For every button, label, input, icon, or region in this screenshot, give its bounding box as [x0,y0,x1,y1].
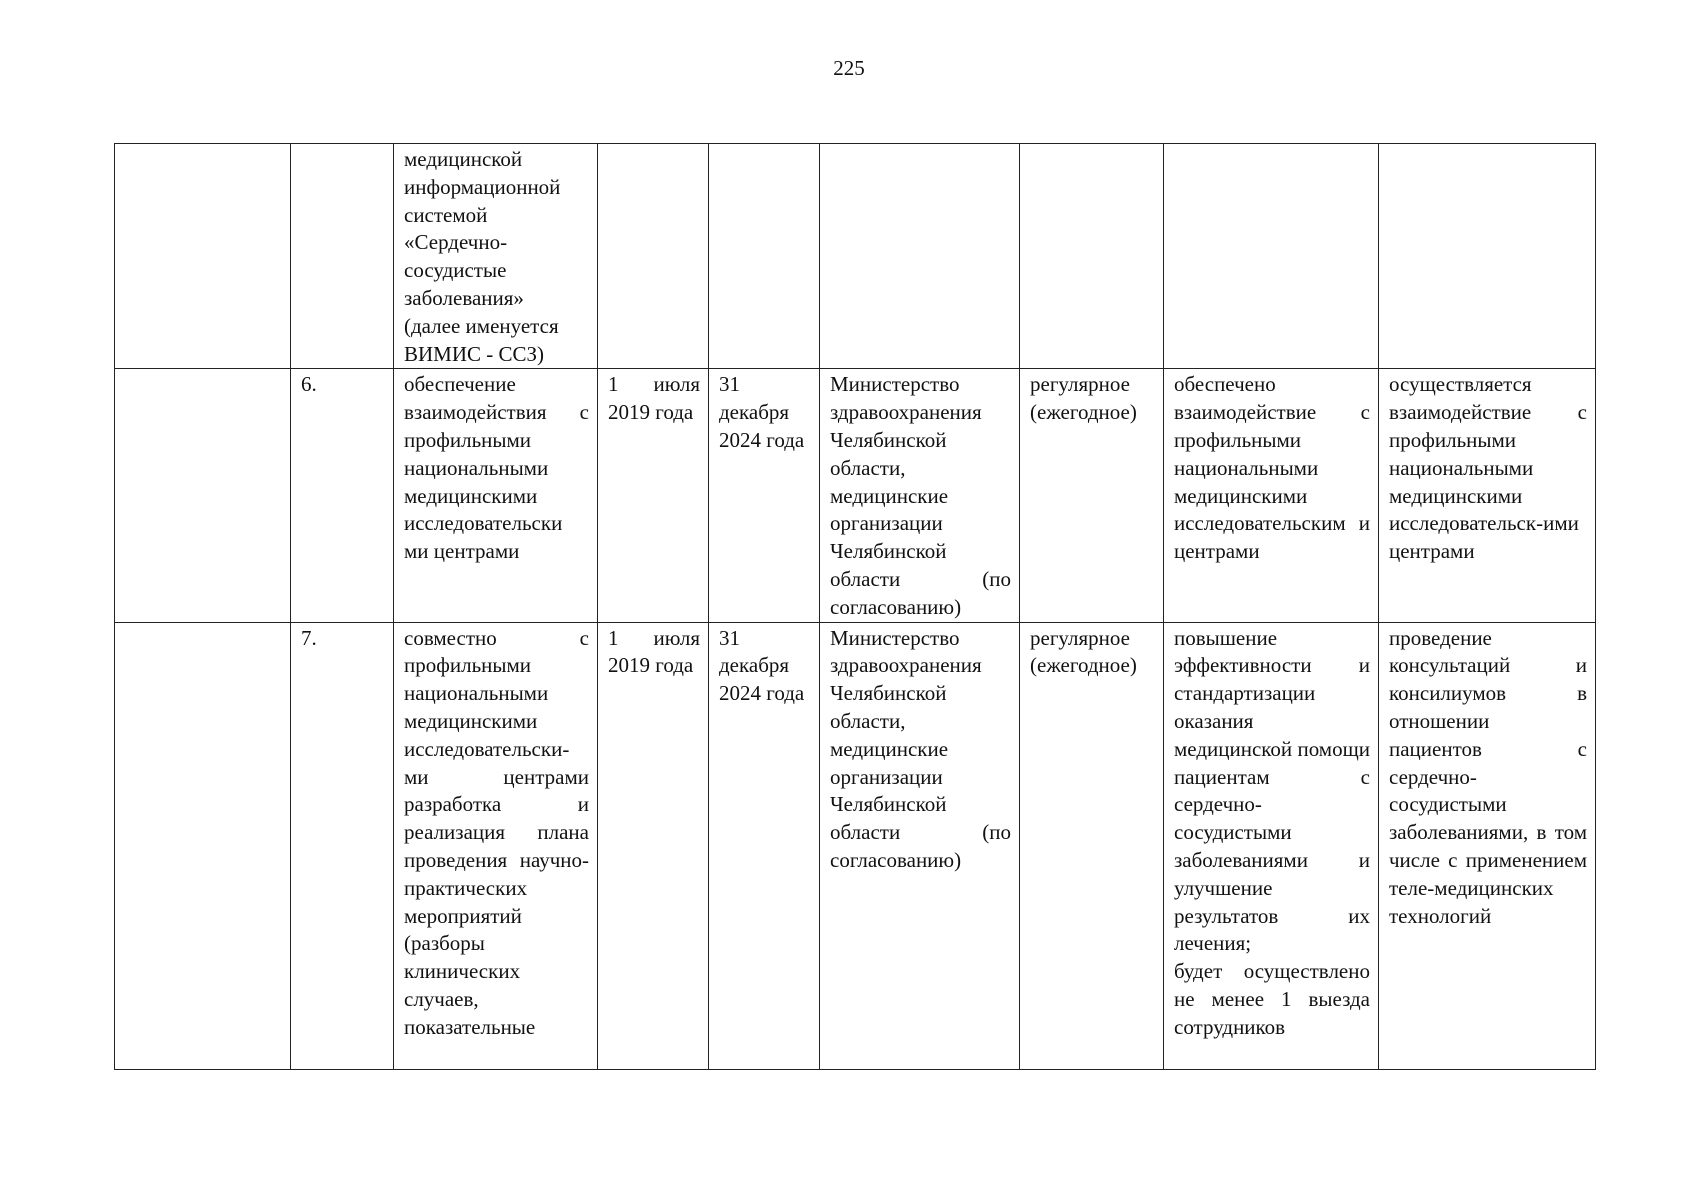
table-row [115,144,1596,369]
cell-indicator [1379,144,1596,369]
cell-type: регулярное (ежегодное) [1020,369,1164,622]
page-number: 225 [833,56,865,80]
cell-event: обеспечение взаимодействия с профильными национальными медицинскими исследовательски ми центрами [394,369,598,622]
cell-indicator: осуществляется взаимодействие с профильными национальными медицинскими исследовательск-ими центрами [1379,369,1596,622]
cell-start-date [598,144,709,369]
cell-number: 7. [291,622,394,1069]
table-row [115,369,1596,622]
cell-col1 [115,144,291,369]
cell-type: регулярное (ежегодное) [1020,622,1164,1069]
cell-event: медицинской информационной системой «Сердечно- сосудистые заболевания» (далее именуется ВИМИС - ССЗ) [394,144,598,369]
cell-executor: Министерство здравоохранения Челябинской области, медицинские организации Челябинской области (по согласованию) [820,622,1020,1069]
cell-result [1164,144,1379,369]
cell-end-date [709,144,820,369]
cell-col1 [115,622,291,1069]
cell-number [291,144,394,369]
cell-executor: Министерство здравоохранения Челябинской области, медицинские организации Челябинской области (по согласованию) [820,369,1020,622]
cell-result: обеспечено взаимодействие с профильными национальными медицинскими исследовательским и центрами [1164,369,1379,622]
cell-type [1020,144,1164,369]
cell-end-date: 31 декабря 2024 года [709,369,820,622]
events-table [114,143,1596,1070]
cell-col1 [115,369,291,622]
cell-number: 6. [291,369,394,622]
cell-executor [820,144,1020,369]
cell-result: повышение эффективности и стандартизации оказания медицинской помощи пациентам с сердечно-сосудистыми заболеваниями и улучшение результатов их лечения; будет осуществлено не менее 1 выезда сотрудников [1164,622,1379,1069]
cell-end-date: 31 декабря 2024 года [709,622,820,1069]
cell-start-date: 1 июля 2019 года [598,622,709,1069]
cell-event: совместно с профильными национальными медицинскими исследовательски-ми центрами разработка и реализация плана проведения научно-практических мероприятий (разборы клинических случаев, показательные [394,622,598,1069]
table-row [115,622,1596,1069]
cell-start-date: 1 июля 2019 года [598,369,709,622]
cell-indicator: проведение консультаций и консилиумов в отношении пациентов с сердечно-сосудистыми заболеваниями, в том числе с применением теле-медицинских технологий [1379,622,1596,1069]
